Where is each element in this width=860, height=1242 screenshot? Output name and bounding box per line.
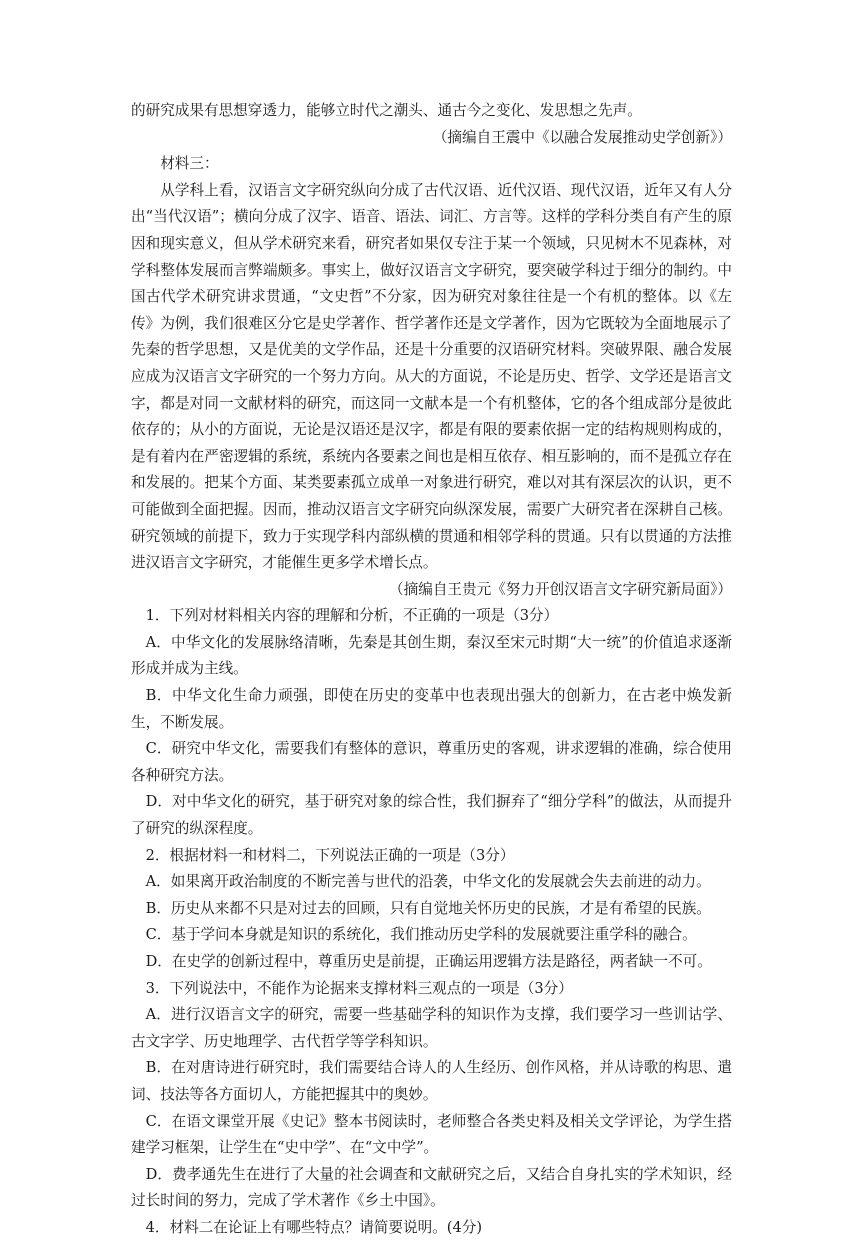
option-c: C．在语文课堂开展《史记》整本书阅读时，老师整合各类史料及相关文学评论，为学生搭建学习框架，让学生在“史中学”、在“文中学”。 — [131, 1112, 732, 1157]
option-c: C．研究中华文化，需要我们有整体的意识，尊重历史的客观，讲求逻辑的准确，综合使用各种研究方法。 — [131, 740, 732, 784]
question-stem: 3．下列说法中，不能作为论据来支撑材料三观点的一项是（3分） — [145, 979, 573, 997]
material3-source: （摘编自王贵元《努力开创汉语言文字研究新局面》） — [389, 580, 732, 598]
option-b: B．历史从来都不只是对过去的回顾，只有自觉地关怀历史的民族，才是有希望的民族。 — [145, 899, 711, 917]
option-b: B．中华文化生命力顽强，即使在历史的变革中也表现出强大的创新力，在古老中焕发新生，不断发展。 — [131, 687, 732, 731]
option-d: D．费孝通先生在进行了大量的社会调查和文献研究之后，又结合自身扎实的学术知识，经过长时间的努力，完成了学术著作《乡土中国》。 — [131, 1165, 732, 1210]
question-1 — [131, 603, 732, 842]
option-d: D．在史学的创新过程中，尊重历史是前提，正确运用逻辑方法是路径，两者缺一不可。 — [145, 953, 712, 970]
material3-body: 从学科上看，汉语言文字研究纵向分成了古代汉语、近代汉语、现代汉语，近年又有人分出“当代汉语”；横向分成了汉字、语音、语法、词汇、方言等。这样的学科分类自有产生的原因和现实意义，但从学术研究来看，研究者如果仅专注于某一个领域，只见树木不见森林，对学科整体发展而言弊端颇多。事实上，做好汉语言文字研究，要突破学科过于细分的制约。中国古代学术研究讲求贯通，“文史哲”不分家，因为研究对象往往是一个有机的整体。以《左传》为例，我们很难区分它是史学著作、哲学著作还是文学著作，因为它既较为全面地展示了先秦的哲学思想，又是优美的文学作品，还是十分重要的汉语研究材料。突破界限、融合发展应成为汉语言文字研究的一个努力方向。从大的方面说，不论是历史、哲学、文学还是语言文字，都是对同一文献材料的研究，而这同一文献本是一个有机整体，它的各个组成部分是彼此依存的；从小的方面说，无论是汉语还是汉字，都是有限的要素依据一定的结构规则构成的，是有着内在严密逻辑的系统，系统内各要素之间也是相互依存、相互影响的，而不是孤立存在和发展的。把某个方面、某类要素孤立成单一对象进行研究，难以对其有深层次的认识，更不可能做到全面把握。因而，推动汉语言文字研究向纵深发展，需要广大研究者在深耕自己核。研究领域的前提下，致力于实现学科内部纵横的贯通和相邻学科的贯通。只有以贯通的方法推进汉语言文字研究，才能催生更多学术增长点。 — [131, 181, 732, 572]
option-d: D．对中华文化的研究，基于研究对象的综合性，我们摒弃了“细分学科”的做法，从而提升了研究的纵深程度。 — [131, 793, 732, 838]
material2-ending: 的研究成果有思想穿透力，能够立时代之潮头、通古今之变化、发思想之先声。 — [131, 102, 642, 119]
question-stem: 4．材料二在论证上有哪些特点？请简要说明。(4分) — [145, 1218, 483, 1236]
material3-heading: 材料三： — [160, 155, 219, 173]
option-a: A．中华文化的发展脉络清晰，先秦是其创生期，秦汉至宋元时期“大一统”的价值追求逐渐形成并成为主线。 — [131, 633, 732, 678]
option-c: C．基于学问本身就是知识的系统化，我们推动历史学科的发展就要注重学科的融合。 — [145, 926, 697, 944]
question-2 — [131, 843, 732, 976]
material2-source: （摘编自王震中《以融合发展推动史学创新》） — [432, 128, 732, 146]
question-stem: 2．根据材料一和材料二，下列说法正确的一项是（3分） — [145, 846, 515, 864]
question-stem: 1．下列对材料相关内容的理解和分析，不正确的一项是（3分） — [145, 607, 559, 625]
option-a: A．如果离开政治制度的不断完善与世代的沿袭，中华文化的发展就会失去前进的动力。 — [145, 873, 711, 891]
option-b: B．在对唐诗进行研究时，我们需要结合诗人的人生经历、创作风格，并从诗歌的构思、遣词、技法等各方面切人，方能把握其中的奥妙。 — [131, 1059, 732, 1103]
question-3 — [131, 976, 732, 1215]
option-a: A．进行汉语言文字的研究，需要一些基础学科的知识作为支撑，我们要学习一些训诂学、古文字学、历史地理学、古代哲学等学科知识。 — [131, 1006, 732, 1050]
question-4 — [131, 1215, 732, 1242]
